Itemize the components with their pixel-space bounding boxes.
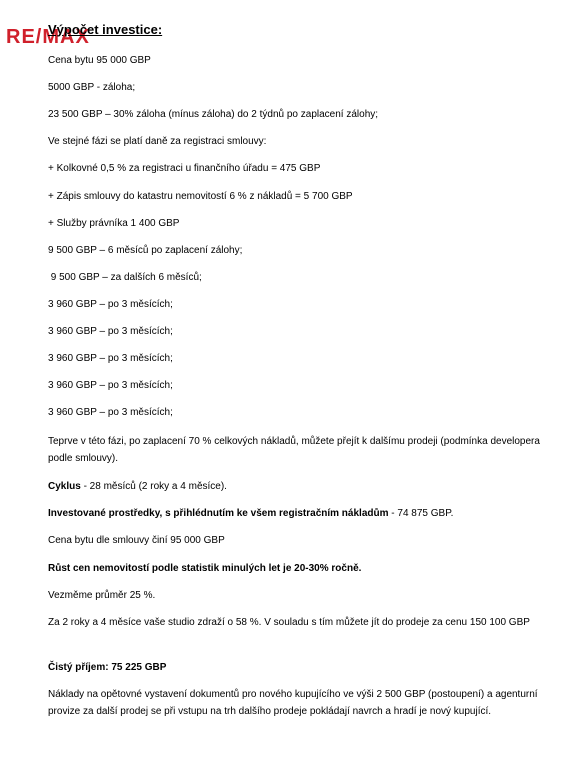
list-item: Vezměme průměr 25 %. [48,590,156,601]
cycle-label: Cyklus [48,481,81,492]
list-item: + Zápis smlouvy do katastru nemovitostí 6 % z nákladů = 5 700 GBP [48,191,353,202]
list-item: + Služby právníka 1 400 GBP [48,218,180,229]
paragraph: Teprve v této fázi, po zaplacení 70 % celkových nákladů, můžete přejít k dalšímu prodeji (podmínka developera podle smlouvy). [48,436,540,464]
invested-label: Investované prostředky, s přihlédnutím ke všem registračním nákladům [48,508,389,519]
list-item: 9 500 GBP – 6 měsíců po zaplacení zálohy; [48,245,243,256]
list-item: 3 960 GBP – po 3 měsících; [48,380,173,391]
invested-line [48,505,453,522]
list-item: 9 500 GBP – za dalších 6 měsíců; [48,272,202,283]
net-income-line: Čistý příjem: 75 225 GBP [48,662,167,673]
list-item: 3 960 GBP – po 3 měsících; [48,407,173,418]
paragraph: Náklady na opětovné vystavení dokumentů pro nového kupujícího ve výši 2 500 GBP (postoupení) a agenturní provize za další prodej se při vstupu na trh dalšího prodeje pokládají navrch a hradí je nový kupující. [48,689,538,717]
paragraph: Za 2 roky a 4 měsíce vaše studio zdraží o 58 %. V souladu s tím můžete jít do prodeje za cenu 150 100 GBP [48,617,530,628]
document-title: Výpočet investice: [48,22,163,37]
list-item: Ve stejné fázi se platí daně za registraci smlouvy: [48,136,267,147]
invested-value: - 74 875 GBP. [388,508,454,519]
remax-logo: RE/MAX [6,26,90,48]
list-item: 5000 GBP - záloha; [48,82,136,93]
list-item: 3 960 GBP – po 3 měsících; [48,299,173,310]
list-item: + Kolkovné 0,5 % za registraci u finančního úřadu = 475 GBP [48,163,321,174]
cycle-value: - 28 měsíců (2 roky a 4 měsíce). [80,481,227,492]
growth-line: Růst cen nemovitostí podle statistik minulých let je 20-30% ročně. [48,563,362,574]
list-item: Cena bytu dle smlouvy činí 95 000 GBP [48,535,225,546]
list-item: 23 500 GBP – 30% záloha (mínus záloha) do 2 týdnů po zaplacení zálohy; [48,109,379,120]
list-item: 3 960 GBP – po 3 měsících; [48,326,173,337]
list-item: Cena bytu 95 000 GBP [48,55,151,66]
list-item: 3 960 GBP – po 3 měsících; [48,353,173,364]
cycle-line [48,478,227,495]
